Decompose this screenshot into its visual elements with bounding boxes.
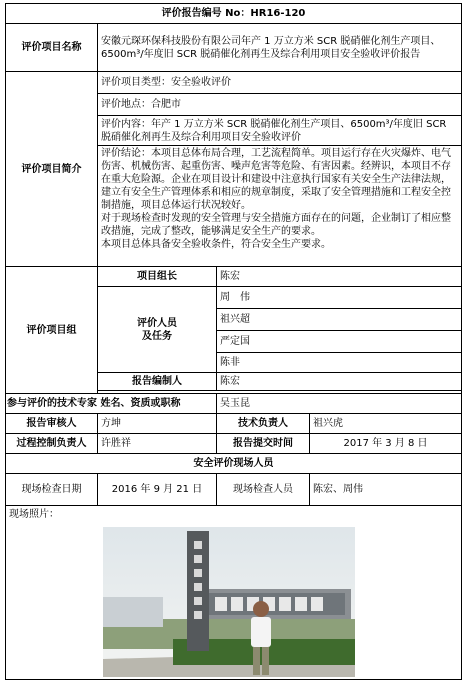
report-number-value: HR16-120 — [250, 8, 306, 19]
process-row — [6, 434, 462, 454]
members-label — [98, 287, 217, 373]
submit-time-label: 报告提交时间 — [217, 434, 310, 454]
process-label: 过程控制负责人 — [6, 434, 98, 454]
experts-row — [6, 394, 462, 414]
photo-person-leg-left — [253, 647, 260, 675]
members-label-line1: 评价人员 — [137, 317, 177, 329]
site-photo — [103, 527, 355, 677]
project-type-row — [6, 72, 462, 94]
summary-label: 评价项目简介 — [6, 72, 98, 267]
member-3: 严定国 — [217, 331, 462, 353]
photo-cell — [6, 506, 462, 680]
photo-row — [6, 506, 462, 680]
photo-sign-lettering — [215, 597, 323, 611]
evaluation-content: 评价内容：年产 1 万立方米 SCR 脱硝催化剂生产项目、6500m³/年度旧 SCR 脱硝催化剂再生及综合利用项目安全验收评价 — [98, 116, 462, 146]
report-number-row — [6, 4, 462, 24]
member-4: 陈非 — [217, 353, 462, 373]
reviewer-value: 方坤 — [98, 414, 217, 434]
submit-time-value: 2017 年 3 月 8 日 — [310, 434, 462, 454]
photo-person-head — [253, 601, 269, 617]
project-type: 评价项目类型：安全验收评价 — [98, 72, 462, 94]
report-number-cell — [6, 4, 462, 24]
photo-person-leg-right — [262, 647, 269, 675]
tech-lead-label: 技术负责人 — [217, 414, 310, 434]
tech-lead-value: 祖兴虎 — [310, 414, 462, 434]
leader-value: 陈宏 — [217, 267, 462, 287]
final-text: 本项目总体具备安全验收条件，符合安全生产要求。 — [101, 239, 331, 250]
report-number-label: 评价报告编号 No： — [161, 8, 251, 19]
editor-label: 报告编制人 — [98, 373, 217, 391]
site-staff-header-row — [6, 454, 462, 474]
inspect-staff-label: 现场检查人员 — [217, 474, 310, 506]
location: 评价地点：合肥市 — [98, 94, 462, 116]
inspection-row — [6, 474, 462, 506]
leader-row — [6, 267, 462, 287]
member-2: 祖兴超 — [217, 309, 462, 331]
project-name-value: 安徽元琛环保科技股份有限公司年产 1 万立方米 SCR 脱硝催化剂生产项目、6500m³/年度旧 SCR 脱硝催化剂再生及综合利用项目安全验收评价报告 — [98, 24, 462, 72]
photo-label: 现场照片： — [9, 509, 59, 520]
evaluation-form — [5, 3, 462, 680]
conclusion-text: 评价结论：本项目总体布局合理，工艺流程简单。项目运行存在火灾爆炸、电气伤害、机械伤害、起重伤害、噪声危害等危险、有害因素。经辨识，本项目不存在重大危险源。企业在项目设计和建设中注意执行国家有关安全生产法律法规，建立有安全生产管理体系和相应的规章制度，采取了安全管理措施和工程安全控制措施，项目总体运行状况较好。 — [101, 148, 451, 211]
member-1: 周 伟 — [217, 287, 462, 309]
inspect-staff-value: 陈宏、周伟 — [310, 474, 462, 506]
group-label: 评价项目组 — [6, 267, 98, 394]
rectification-text: 对于现场检查时发现的安全管理与安全措施方面存在的问题，企业制订了相应整改措施，完成了整改，能够满足安全生产的要求。 — [101, 213, 451, 237]
site-staff-header: 安全评价现场人员 — [6, 454, 462, 474]
project-name-row — [6, 24, 462, 72]
experts-value: 吴玉昆 — [217, 394, 462, 414]
reviewer-label: 报告审核人 — [6, 414, 98, 434]
process-value: 许胜祥 — [98, 434, 217, 454]
editor-value: 陈宏 — [217, 373, 462, 391]
photo-person-shirt — [251, 617, 271, 647]
project-name-label: 评价项目名称 — [6, 24, 98, 72]
conclusion-cell — [98, 146, 462, 267]
photo-sign-panel — [207, 593, 345, 615]
members-label-line2: 及任务 — [142, 330, 172, 342]
leader-label: 项目组长 — [98, 267, 217, 287]
inspect-date-value: 2016 年 9 月 21 日 — [98, 474, 217, 506]
photo-left-building — [103, 597, 163, 627]
inspect-date-label: 现场检查日期 — [6, 474, 98, 506]
reviewer-row — [6, 414, 462, 434]
experts-label: 参与评价的技术专家 姓名、资质或职称 — [6, 394, 217, 414]
